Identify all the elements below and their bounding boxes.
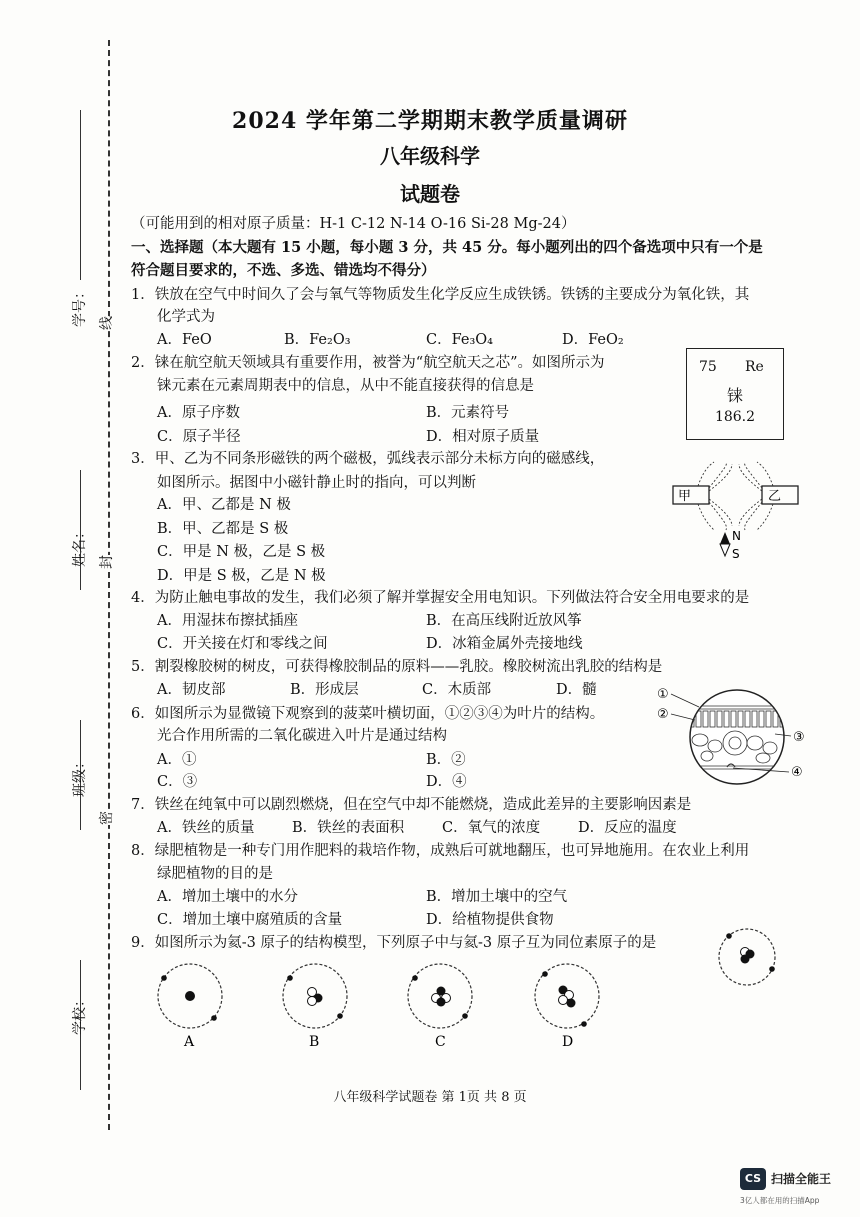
pole-jia: 甲 bbox=[678, 489, 692, 504]
atomic-masses: （可能用到的相对原子质量：H-1 C-12 N-14 O-16 Si-28 Mg-24） bbox=[131, 216, 576, 232]
q2-stem: 2．铼在航空航天领域具有重要作用，被誉为“航空航天之芯”。如图所示为 bbox=[131, 355, 605, 371]
q6-stem: 6．如图所示为显微镜下观察到的菠菜叶横切面，①②③④为叶片的结构。 bbox=[131, 706, 605, 722]
q4-option-b: B．在高压线附近放风筝 bbox=[426, 613, 582, 629]
element-name: 铼 bbox=[726, 386, 743, 405]
exam-title: 2024 学年第二学期期末教学质量调研 bbox=[232, 108, 628, 134]
q6-option-b: B．② bbox=[426, 752, 466, 768]
leaf-label-4: ④ bbox=[791, 765, 803, 780]
option-label-d: D bbox=[562, 1034, 574, 1050]
camscanner-tagline: 3亿人都在用的扫描App bbox=[740, 1196, 820, 1205]
q3-option-d: D．甲是 S 极，乙是 N 极 bbox=[157, 568, 326, 584]
q3-option-c: C．甲是 N 极，乙是 S 极 bbox=[157, 544, 326, 560]
q6-option-d: D．④ bbox=[426, 774, 467, 790]
q3-stem: 3．甲、乙为不同条形磁铁的两个磁极，弧线表示部分未标方向的磁感线， bbox=[131, 451, 605, 467]
isotope-options-figure bbox=[150, 958, 610, 1054]
q6-option-c: C．③ bbox=[157, 774, 198, 790]
atom-a bbox=[161, 975, 217, 1021]
option-label-a: A bbox=[184, 1034, 195, 1050]
q5-option-d: D．髓 bbox=[556, 682, 597, 698]
q5-stem: 5．割裂橡胶树的树皮，可获得橡胶制品的原料——乳胶。橡胶树流出乳胶的结构是 bbox=[131, 659, 663, 675]
page-footer: 八年级科学试题卷 第 1页 共 8 页 bbox=[333, 1090, 527, 1105]
q8-stem: 8．绿肥植物是一种专门用作肥料的栽培作物，成熟后可就地翻压，也可异地施用。在农业上利用 bbox=[131, 843, 750, 859]
leaf-cross-section-figure bbox=[655, 688, 813, 794]
option-label-b: B bbox=[309, 1034, 320, 1050]
section1-line1: 一、选择题（本大题有 15 小题，每小题 3 分，共 45 分。每小题列出的四个备选项中只有一个是 bbox=[131, 239, 763, 256]
element-symbol: Re bbox=[745, 359, 764, 375]
q4-option-d: D．冰箱金属外壳接地线 bbox=[426, 636, 583, 652]
q2-option-d: D．相对原子质量 bbox=[426, 429, 540, 445]
needle-n: N bbox=[732, 529, 741, 543]
q4-option-a: A．用湿抹布擦拭插座 bbox=[157, 613, 298, 629]
section1-line2: 符合题目要求的，不选、多选、错选均不得分） bbox=[131, 262, 436, 279]
q3-stem2: 如图所示。据图中小磁针静止时的指向，可以判断 bbox=[157, 475, 476, 491]
q1-option-d: D．FeO₂ bbox=[562, 332, 624, 348]
q4-option-c: C．开关接在灯和零线之间 bbox=[157, 636, 328, 652]
helium3-model bbox=[712, 927, 782, 987]
q1-stem2: 化学式为 bbox=[157, 309, 215, 325]
q4-stem: 4．为防止触电事故的发生，我们必须了解并掌握安全用电知识。下列做法符合安全用电要求的是 bbox=[131, 590, 750, 606]
leaf-label-1: ① bbox=[657, 688, 669, 702]
q1-stem: 1．铁放在空气中时间久了会与氧气等物质发生化学反应生成铁锈。铁锈的主要成分为氧化铁，其 bbox=[131, 287, 750, 303]
q7-option-c: C．氧气的浓度 bbox=[442, 820, 541, 836]
q8-option-a: A．增加土壤中的水分 bbox=[157, 889, 298, 905]
q2-stem2: 铼元素在元素周期表中的信息，从中不能直接获得的信息是 bbox=[157, 378, 534, 394]
q6-stem2: 光合作用所需的二氧化碳进入叶片是通过结构 bbox=[157, 728, 447, 744]
q7-option-a: A．铁丝的质量 bbox=[157, 820, 255, 836]
class-label: 班级： bbox=[72, 755, 88, 797]
student-no-label: 学号： bbox=[72, 285, 88, 327]
q3-option-a: A．甲、乙都是 N 极 bbox=[157, 497, 291, 513]
leaf-label-3: ③ bbox=[793, 730, 805, 745]
q6-option-a: A．① bbox=[157, 752, 197, 768]
exam-subtitle: 八年级科学 bbox=[380, 144, 480, 168]
q7-option-d: D．反应的温度 bbox=[578, 820, 677, 836]
q8-option-c: C．增加土壤中腐殖质的含量 bbox=[157, 912, 343, 928]
q2-option-a: A．原子序数 bbox=[157, 405, 240, 421]
q5-option-b: B．形成层 bbox=[290, 682, 359, 698]
camscanner-logo-icon: CS bbox=[740, 1168, 766, 1190]
q5-option-c: C．木质部 bbox=[422, 682, 492, 698]
camscanner-name: 扫描全能王 bbox=[771, 1172, 832, 1186]
option-label-c: C bbox=[435, 1034, 446, 1050]
school-label: 学校： bbox=[72, 993, 88, 1035]
atom-d bbox=[542, 971, 587, 1027]
q7-option-b: B．铁丝的表面积 bbox=[292, 820, 405, 836]
q2-option-c: C．原子半径 bbox=[157, 429, 241, 445]
atom-b bbox=[287, 975, 343, 1019]
q1-option-b: B．Fe₂O₃ bbox=[284, 332, 351, 348]
atomic-number: 75 bbox=[699, 359, 717, 375]
leaf-label-2: ② bbox=[657, 707, 669, 722]
q9-stem: 9．如图所示为氦-3 原子的结构模型，下列原子中与氦-3 原子互为同位素原子的是 bbox=[131, 935, 657, 951]
q1-option-a: A．FeO bbox=[157, 332, 212, 348]
q8-option-b: B．增加土壤中的空气 bbox=[426, 889, 568, 905]
pole-yi: 乙 bbox=[768, 489, 782, 504]
atomic-mass: 186.2 bbox=[714, 409, 756, 425]
exam-paper: 试题卷 bbox=[400, 182, 460, 206]
needle-s: S bbox=[732, 547, 740, 561]
element-box-rhenium bbox=[686, 348, 784, 440]
seal-mi: 密 bbox=[96, 811, 116, 825]
seal-xian: 线 bbox=[96, 316, 116, 330]
seal-feng: 封 bbox=[96, 555, 116, 569]
name-label: 姓名： bbox=[72, 525, 88, 567]
q8-option-d: D．给植物提供食物 bbox=[426, 912, 554, 928]
atom-c bbox=[412, 975, 468, 1019]
magnet-field-figure bbox=[668, 460, 803, 565]
q5-option-a: A．韧皮部 bbox=[157, 682, 226, 698]
q2-option-b: B．元素符号 bbox=[426, 405, 510, 421]
q8-stem2: 绿肥植物的目的是 bbox=[157, 866, 273, 882]
q3-option-b: B．甲、乙都是 S 极 bbox=[157, 521, 289, 537]
q7-stem: 7．铁丝在纯氧中可以剧烈燃烧，但在空气中却不能燃烧，造成此差异的主要影响因素是 bbox=[131, 797, 692, 813]
q1-option-c: C．Fe₃O₄ bbox=[426, 332, 493, 348]
